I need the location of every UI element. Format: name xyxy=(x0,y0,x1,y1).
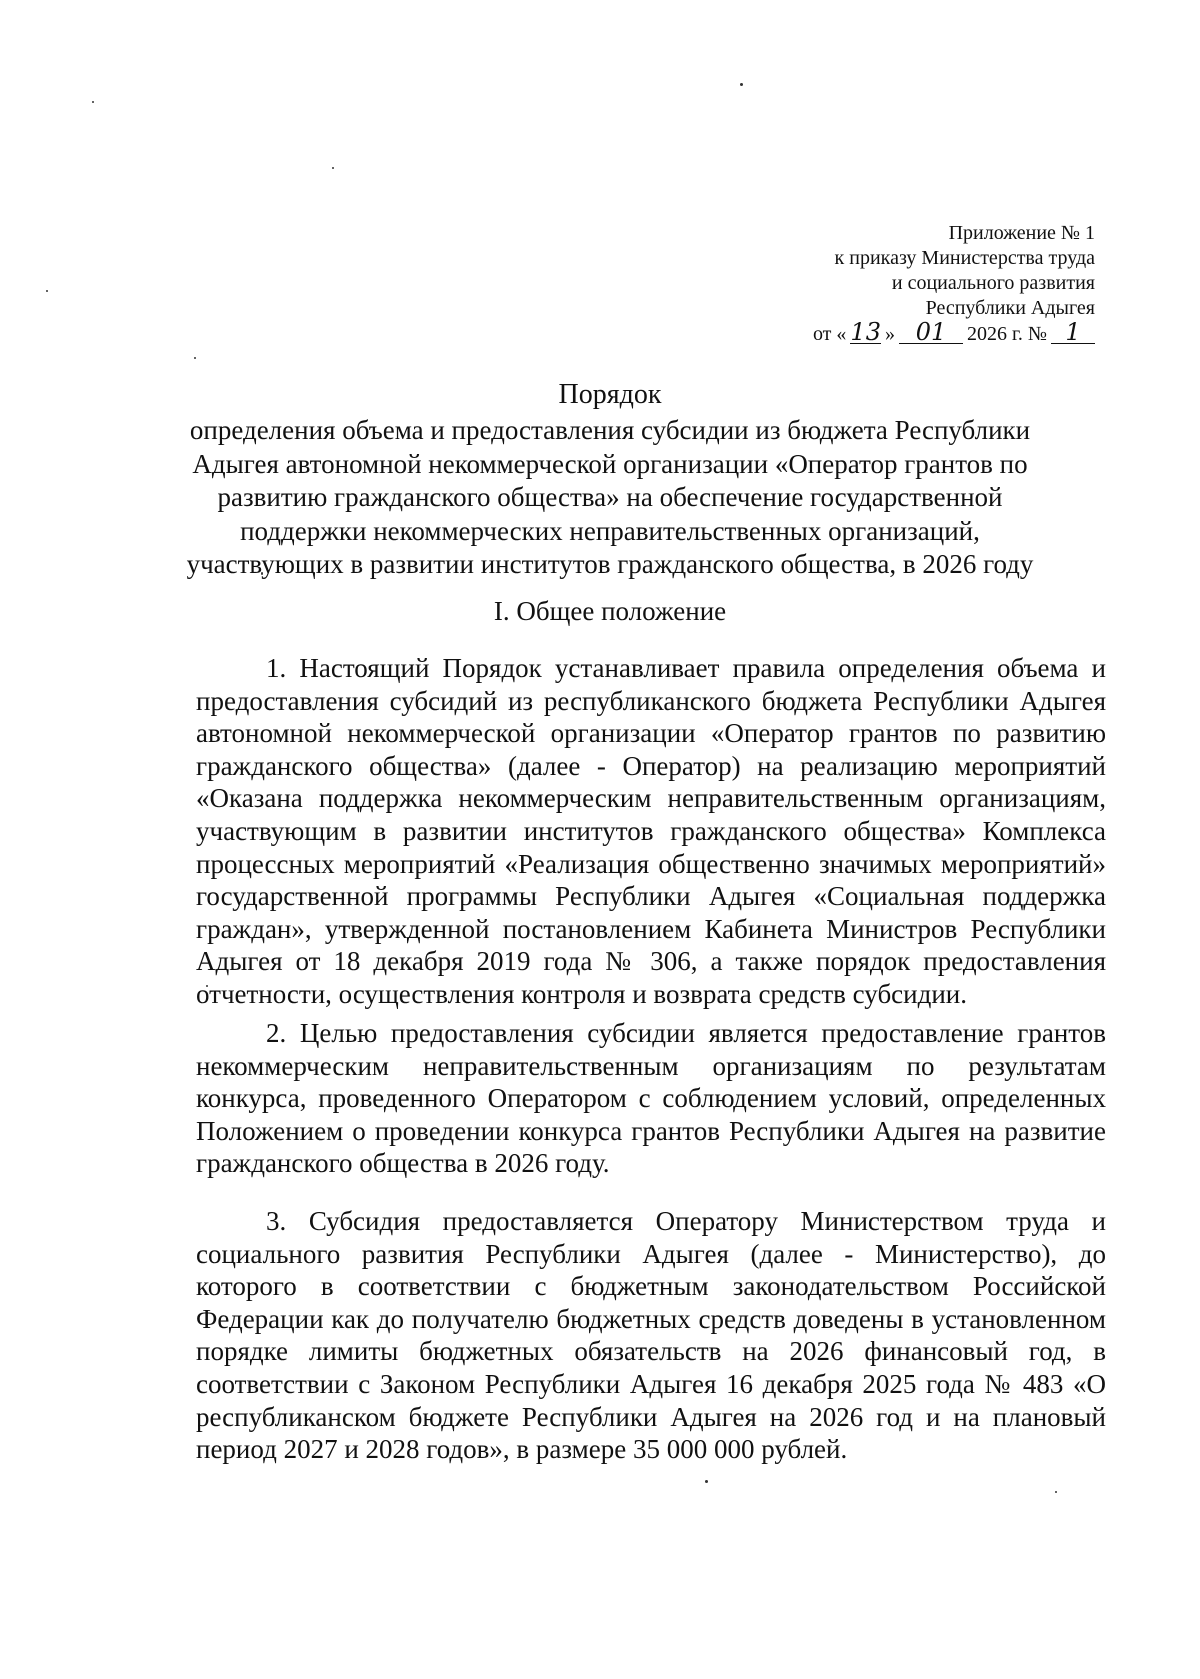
scan-speck xyxy=(740,83,743,86)
annex-line-1: Приложение № 1 xyxy=(948,222,1095,244)
annex-line-4: Республики Адыгея xyxy=(925,297,1095,319)
title-block xyxy=(160,378,1060,582)
date-prefix: от « xyxy=(812,323,847,345)
scan-speck xyxy=(705,1480,708,1483)
section-heading: I. Общее положение xyxy=(493,596,727,626)
annex-line-3: и социального развития xyxy=(891,272,1095,294)
paragraph-1: 1. Настоящий Порядок устанавливает правила определения объема и предоставления субсидий из республиканского бюджета Республики Адыгея автономной некоммерческой организации «Оператор грантов по развитию гражданского общества» (далее - Оператор) на реализацию мероприятий «Оказана поддержка некоммерческим неправительственным организациям, участвующим в развитии институтов гражданского общества» Комплекса процессных мероприятий «Реализация общественно значимых мероприятий» государственной программы Республики Адыгея «Социальная поддержка граждан», утвержденной постановлением Кабинета Министров Республики Адыгея от 18 декабря 2019 года № 306, а также порядок предоставления отчетности, осуществления контроля и возврата средств субсидии. xyxy=(196,653,1106,1009)
annex-date-line xyxy=(812,318,1095,347)
document-title: Порядок xyxy=(558,379,662,410)
scan-speck xyxy=(92,101,94,103)
handwritten-month: 01 xyxy=(899,321,963,344)
scan-speck xyxy=(1055,1491,1057,1493)
scan-speck xyxy=(332,167,334,169)
annex-line-2: к приказу Министерства труда xyxy=(834,247,1095,269)
handwritten-day: 13 xyxy=(850,318,881,346)
date-year: 2026 г. № xyxy=(966,323,1047,345)
document-subtitle: определения объема и предоставления субсидии из бюджета Республики Адыгея автономной некоммерческой организации «Оператор грантов по развитию гражданского общества» на обеспечение государственной поддержки некоммерческих неправительственных организаций, участвующих в развитии институтов гражданского общества, в 2026 году xyxy=(186,415,1034,579)
handwritten-order-number: 1 xyxy=(1051,321,1095,344)
annex-block xyxy=(675,221,1095,347)
scan-speck xyxy=(46,290,48,292)
paragraph-2: 2. Целью предоставления субсидии является предоставление грантов некоммерческим неправительственным организациям по результатам конкурса, проведенного Оператором с соблюдением условий, определенных Положением о проведении конкурса грантов Республики Адыгея на развитие гражданского общества в 2026 году. xyxy=(196,1018,1106,1179)
scan-speck xyxy=(194,357,196,359)
paragraph-3: 3. Субсидия предоставляется Оператору Министерством труда и социального развития Республики Адыгея (далее - Министерство), до которого в соответствии с бюджетным законодательством Российской Федерации как до получателю бюджетных средств доведены в установленном порядке лимиты бюджетных обязательств на 2026 финансовый год, в соответствии с Законом Республики Адыгея 16 декабря 2025 года № 483 «О республиканском бюджете Республики Адыгея на 2026 год и на плановый период 2027 и 2028 годов», в размере 35 000 000 рублей. xyxy=(196,1206,1106,1465)
date-mid: » xyxy=(884,323,895,345)
